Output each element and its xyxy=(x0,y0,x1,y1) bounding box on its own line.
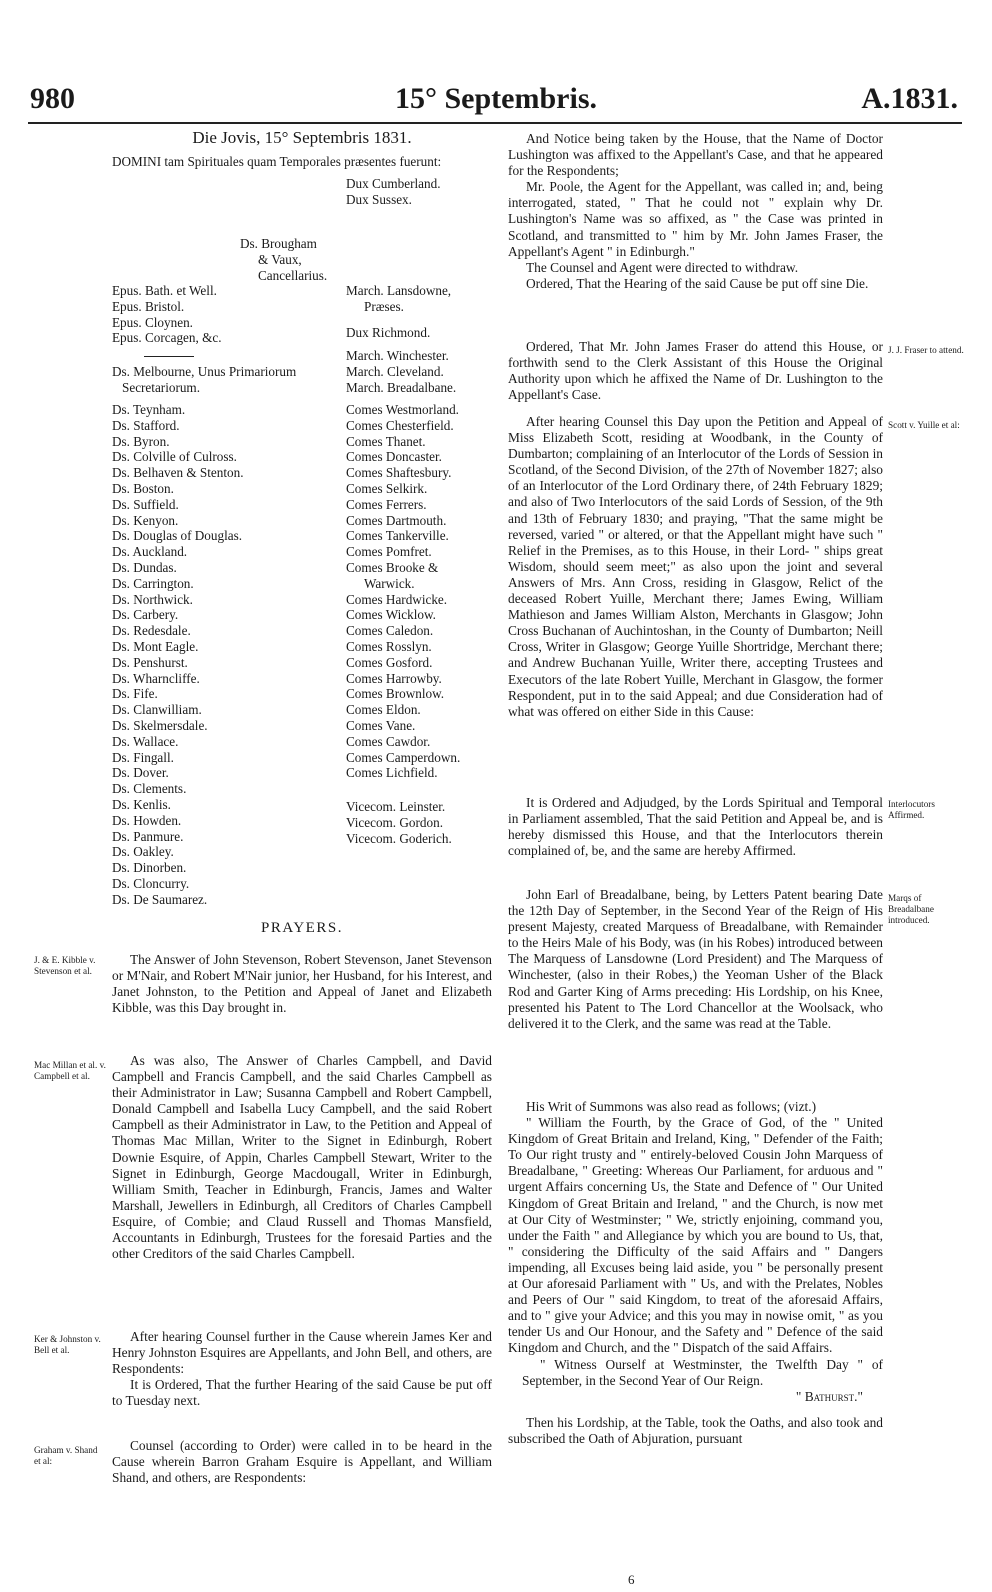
barons xyxy=(112,402,244,908)
attendee: Ds. Dundas. xyxy=(112,559,177,575)
attendee: Ds. Oakley. xyxy=(112,844,174,860)
attendee: Ds. Auckland. xyxy=(112,544,188,560)
attendee: Ds. Douglas of Douglas. xyxy=(112,528,243,544)
attendee: Comes Caledon. xyxy=(346,623,434,639)
attendee: Ds. Kenlis. xyxy=(112,796,171,812)
attendee: Ds. Carrington. xyxy=(112,575,194,591)
attendee: Ds. De Saumarez. xyxy=(112,891,208,907)
margin-note: J. J. Fraser to attend. xyxy=(888,345,964,355)
dukes-top xyxy=(346,176,441,208)
attendee: Comes Pomfret. xyxy=(346,544,432,560)
attendee: Comes Wicklow. xyxy=(346,607,436,623)
attendee: Ds. Fife. xyxy=(112,686,158,702)
attendee: Ds. Fingall. xyxy=(112,749,174,765)
running-title: 15° Septembris. xyxy=(395,82,597,115)
attendee: Comes Westmorland. xyxy=(346,402,459,417)
attendee: Ds. Wharncliffe. xyxy=(112,670,200,686)
attendee: Ds. Dinorben. xyxy=(112,860,187,876)
attendee: Epus. Cloynen. xyxy=(112,314,193,330)
bishops xyxy=(112,283,222,346)
paragraph: Counsel (according to Order) were called in to be heard in the Cause wherein Barron Graham Esquire is Appellant, and William Shand, and others, are Respondents: xyxy=(112,1438,492,1486)
attendee: Epus. Bristol. xyxy=(112,298,185,314)
attendee: Comes Doncaster. xyxy=(346,449,442,465)
margin-note: Mac Millan et al. v. Campbell et al. xyxy=(34,1060,106,1081)
attendee: Ds. Penshurst. xyxy=(112,654,188,670)
paragraph: His Writ of Summons was also read as follows; (vizt.) " William the Fourth, by the Grace of God, of the " United Kingdom of Great Britain and Ireland, King, " Defender of the Faith; To Our right trusty and " entirely-beloved Cousin John Marquess of Breadalbane, " Greeting: Whereas Our Parliament, for arduous and " urgent Affairs concerning Us, the State and Defence of " Our United Kingdom of Great Britain and Ireland, " and the Church, is now met at Our City of Westminster; " We, strictly enjoining, command you, under the Faith " and Allegiance by which you are bound to Us, that, " considering the Difficulty of the said Affairs and " Dangers impending, all Excuses being laid aside, you " be personally present at Our aforesaid Parliament with " Us, and with the Prelates, Nobles and Peers of Our " said Kingdom, to treat of the aforesaid Affairs, and to " give your Advice; and this you may in nowise omit, " as you tender Us and Our Honour, and the Safety and " Defence of the said Kingdom and Church, and the " Dispatch of the said Affairs. " Witness Ourself at Westminster, the Twelfth Day " of September, in the Second Year of Our Reign. " Bathurst." Then his Lordship, at the Table, took the Oaths, and also took and subscribed the Oath of Abjuration, pursuant xyxy=(508,1099,883,1446)
attendee: Vicecom. Leinster. xyxy=(346,799,446,814)
paragraph: After hearing Counsel further in the Cause wherein James Ker and Henry Johnston Esquires are Appellants, and John Bell, and others, are Respondents: It is Ordered, That the further Hearing of the said Cause be put off to Tuesday next. xyxy=(112,1329,492,1409)
attendee: Comes Ferrers. xyxy=(346,496,427,512)
attendee: Ds. Teynham. xyxy=(112,402,186,417)
attendee: Comes Vane. xyxy=(346,717,416,733)
marquesses xyxy=(346,348,456,395)
attendee: Vicecom. Goderich. xyxy=(346,830,452,846)
attendee: Ds. Cloncurry. xyxy=(112,875,190,891)
dux-richmond: Dux Richmond. xyxy=(346,325,431,340)
paragraph: John Earl of Breadalbane, being, by Letters Patent bearing Date the 12th Day of September, in the Second Year of the Reign of His present Majesty, created Marquess of Breadalbane, with Remainder to the Heirs Male of his Body, was (in his Robes) introduced between The Marquess of Lansdowne (Lord President) and The Marquess of Winchester, (also in their Robes,) the Yeoman Usher of the Black Rod and Garter King of Arms preceding: His Lordship, on his Knee, presented his Patent to The Lord Chancellor at the Woolsack, who delivered it to the Clerk, and the same was read at the Table. xyxy=(508,887,883,1031)
attendee: Vicecom. Gordon. xyxy=(346,814,443,830)
attendee: Ds. Northwick. xyxy=(112,591,193,607)
attendee: Ds. Dover. xyxy=(112,765,169,781)
paragraph: Ordered, That Mr. John James Fraser do attend this House, or forthwith send to the Clerk Assistant of this House the Original Authority upon which he affixed the Name of Dr. Lushington to the Appellant's Case. xyxy=(508,339,883,403)
attendee: Comes Chesterfield. xyxy=(346,417,454,433)
attendee: Comes Gosford. xyxy=(346,654,433,670)
attendee: Ds. Carbery. xyxy=(112,607,179,623)
melbourne xyxy=(112,364,296,396)
attendee: Ds. Brougham xyxy=(240,236,317,251)
attendee: Cancellarius. xyxy=(258,267,328,283)
margin-note: J. & E. Kibble v. Stevenson et al. xyxy=(34,955,96,976)
attendee: Ds. Byron. xyxy=(112,433,170,449)
president xyxy=(346,283,451,315)
earls xyxy=(346,402,460,781)
attendee: Ds. Mont Eagle. xyxy=(112,638,199,654)
domini-heading: DOMINI tam Spirituales quam Temporales præsentes fuerunt: xyxy=(112,154,442,169)
signatory: " Bathurst." xyxy=(795,1388,863,1404)
attendee: Dux Sussex. xyxy=(346,191,412,207)
paragraph: As was also, The Answer of Charles Campbell, and David Campbell and Francis Campbell, and the said Charles Campbell as their Administrator in Law; Susanna Campbell and Robert Campbell, Donald Campbell and Isabella Lucy Campbell, and the said Robert Campbell as their Administrator in Law, to the Petition and Appeal of Thomas Mac Millan, Writer to the Signet in Edinburgh, Robert Downie Esquire, of Appin, Charles Campbell Stewart, Writer to the Signet in Edinburgh, George Macdougall, Writer in Edinburgh, William Smith, Teacher in Edinburgh, Francis, James and Walter Marshall, Jewellers in Edinburgh, all Creditors of Charles Campbell Esquire, of Combie; and Claud Russell and Thomas Mansfield, Accountants in Edinburgh, Trustees for the foresaid Parties and the other Creditors of the said Charles Campbell. xyxy=(112,1053,492,1262)
attendee: Præses. xyxy=(364,298,404,314)
attendee: Epus. Corcagen, &c. xyxy=(112,330,222,346)
attendee: Comes Camperdown. xyxy=(346,749,461,765)
header-rule xyxy=(28,122,962,124)
attendee: Comes Selkirk. xyxy=(346,480,428,496)
attendee: Ds. Colville of Culross. xyxy=(112,449,237,465)
attendee: Ds. Skelmersdale. xyxy=(112,717,208,733)
attendee: Epus. Bath. et Well. xyxy=(112,283,217,298)
attendee: Ds. Clanwilliam. xyxy=(112,702,202,718)
margin-note: Interlocutors Affirmed. xyxy=(888,799,935,820)
attendee: & Vaux, xyxy=(258,251,302,267)
attendee: Ds. Stafford. xyxy=(112,417,180,433)
page-number: 980 xyxy=(30,82,75,115)
margin-note: Marqs of Breadalbane introduced. xyxy=(888,893,934,925)
margin-note: Ker & Johnston v. Bell et al. xyxy=(34,1334,101,1355)
margin-note: Scott v. Yuille et al: xyxy=(888,420,960,430)
attendee: Comes Tankerville. xyxy=(346,528,449,544)
attendee: Ds. Suffield. xyxy=(112,496,179,512)
attendee: Ds. Howden. xyxy=(112,812,182,828)
attendee: Warwick. xyxy=(364,575,415,591)
signature-mark: 6 xyxy=(628,1572,635,1587)
attendee: Comes Brownlow. xyxy=(346,686,445,702)
chancellor xyxy=(240,236,327,283)
attendee: Secretariorum. xyxy=(122,379,200,395)
attendee: Comes Brooke & xyxy=(346,559,439,575)
attendee: Comes Lichfield. xyxy=(346,765,438,781)
paragraph: And Notice being taken by the House, that the Name of Doctor Lushington was affixed to the Appellant's Case, and that he appeared for the Respondents; Mr. Poole, the Agent for the Appellant, was called in; and, being interrogated, stated, " That he could not " explain why Dr. Lushington's Name was so affixed, as " the Case was printed in Scotland, and transmitted to " him by Mr. John James Fraser, the Appellant's Agent " in Edinburgh." The Counsel and Agent were directed to withdraw. Ordered, That the Hearing of the said Cause be put off sine Die. xyxy=(508,131,883,291)
margin-note: Graham v. Shand et al: xyxy=(34,1445,98,1466)
divider xyxy=(144,356,194,357)
attendee: Comes Rosslyn. xyxy=(346,638,432,654)
attendee: Comes Dartmouth. xyxy=(346,512,447,528)
prayers-heading: PRAYERS. xyxy=(261,920,343,936)
attendee: March. Breadalbane. xyxy=(346,379,457,395)
attendee: Comes Harrowby. xyxy=(346,670,442,686)
paragraph: It is Ordered and Adjudged, by the Lords Spiritual and Temporal in Parliament assembled, That the said Petition and Appeal be, and is hereby dismissed this House, and that the Interlocutors therein complained of, be, and the same are hereby Affirmed. xyxy=(508,795,883,859)
viscounts xyxy=(346,799,452,846)
attendee: Ds. Redesdale. xyxy=(112,623,191,639)
attendee: Comes Shaftesbury. xyxy=(346,465,452,481)
attendee: Ds. Melbourne, Unus Primariorum xyxy=(112,364,297,379)
attendee: Comes Eldon. xyxy=(346,702,421,718)
attendee: Ds. Wallace. xyxy=(112,733,179,749)
attendee: Comes Thanet. xyxy=(346,433,426,449)
attendee: Ds. Clements. xyxy=(112,781,187,797)
attendee: March. Lansdowne, xyxy=(346,283,452,298)
left-column xyxy=(112,128,492,170)
attendee: March. Cleveland. xyxy=(346,363,444,379)
attendee: March. Winchester. xyxy=(346,348,449,363)
day-title: Die Jovis, 15° Septembris 1831. xyxy=(192,128,412,147)
running-year: A.1831. xyxy=(861,82,958,115)
attendee: Ds. Boston. xyxy=(112,480,174,496)
attendee: Ds. Belhaven & Stenton. xyxy=(112,465,244,481)
attendee: Ds. Panmure. xyxy=(112,828,184,844)
attendee: Comes Hardwicke. xyxy=(346,591,448,607)
attendee: Comes Cawdor. xyxy=(346,733,431,749)
paragraph: The Answer of John Stevenson, Robert Stevenson, Janet Stevenson or M'Nair, and Robert M'Nair junior, her Husband, for his Interest, and Janet Johnston, to the Petition and Appeal of Janet and Elizabeth Kibble, was this Day brought in. xyxy=(112,952,492,1016)
paragraph: After hearing Counsel this Day upon the Petition and Appeal of Miss Elizabeth Scott, residing at Woodbank, in the County of Dumbarton; complaining of an Interlocutor of the Lords of Session in Scotland, of the Second Division, of the 27th of November 1827; also of an Interlocutor of the Lord Ordinary there, of 24th February 1829; and also of Two Interlocutors of the said Lords of Session, of the 9th and 13th of February 1830; and praying, "That the same might be reversed, varied " or altered, or that the Appellant might have such " Relief in the Premises, as to this House, in their Lord- " ships great Wisdom, should seem meet;" as also upon the joint and several Answers of Mrs. Ann Cross, residing in Glasgow, Relict of the deceased Robert Yuille, Merchant there; James Ewing, William Mathieson and James William Alston, Merchants in Glasgow; John Cross Buchanan of Auchintoshan, in the County of Dumbarton; Neill Cross, Writer in Glasgow; George Yuille Shortridge, Merchant there; and Andrew Buchanan Yuille, Writer there, accepting Trustees and Executors of the late Robert Yuille, Merchant in Glasgow, the former Respondent, put in to the said Appeal; and due Consideration had of what was offered on either Side in this Cause: xyxy=(508,414,883,719)
attendee: Dux Cumberland. xyxy=(346,176,441,191)
attendee: Ds. Kenyon. xyxy=(112,512,179,528)
